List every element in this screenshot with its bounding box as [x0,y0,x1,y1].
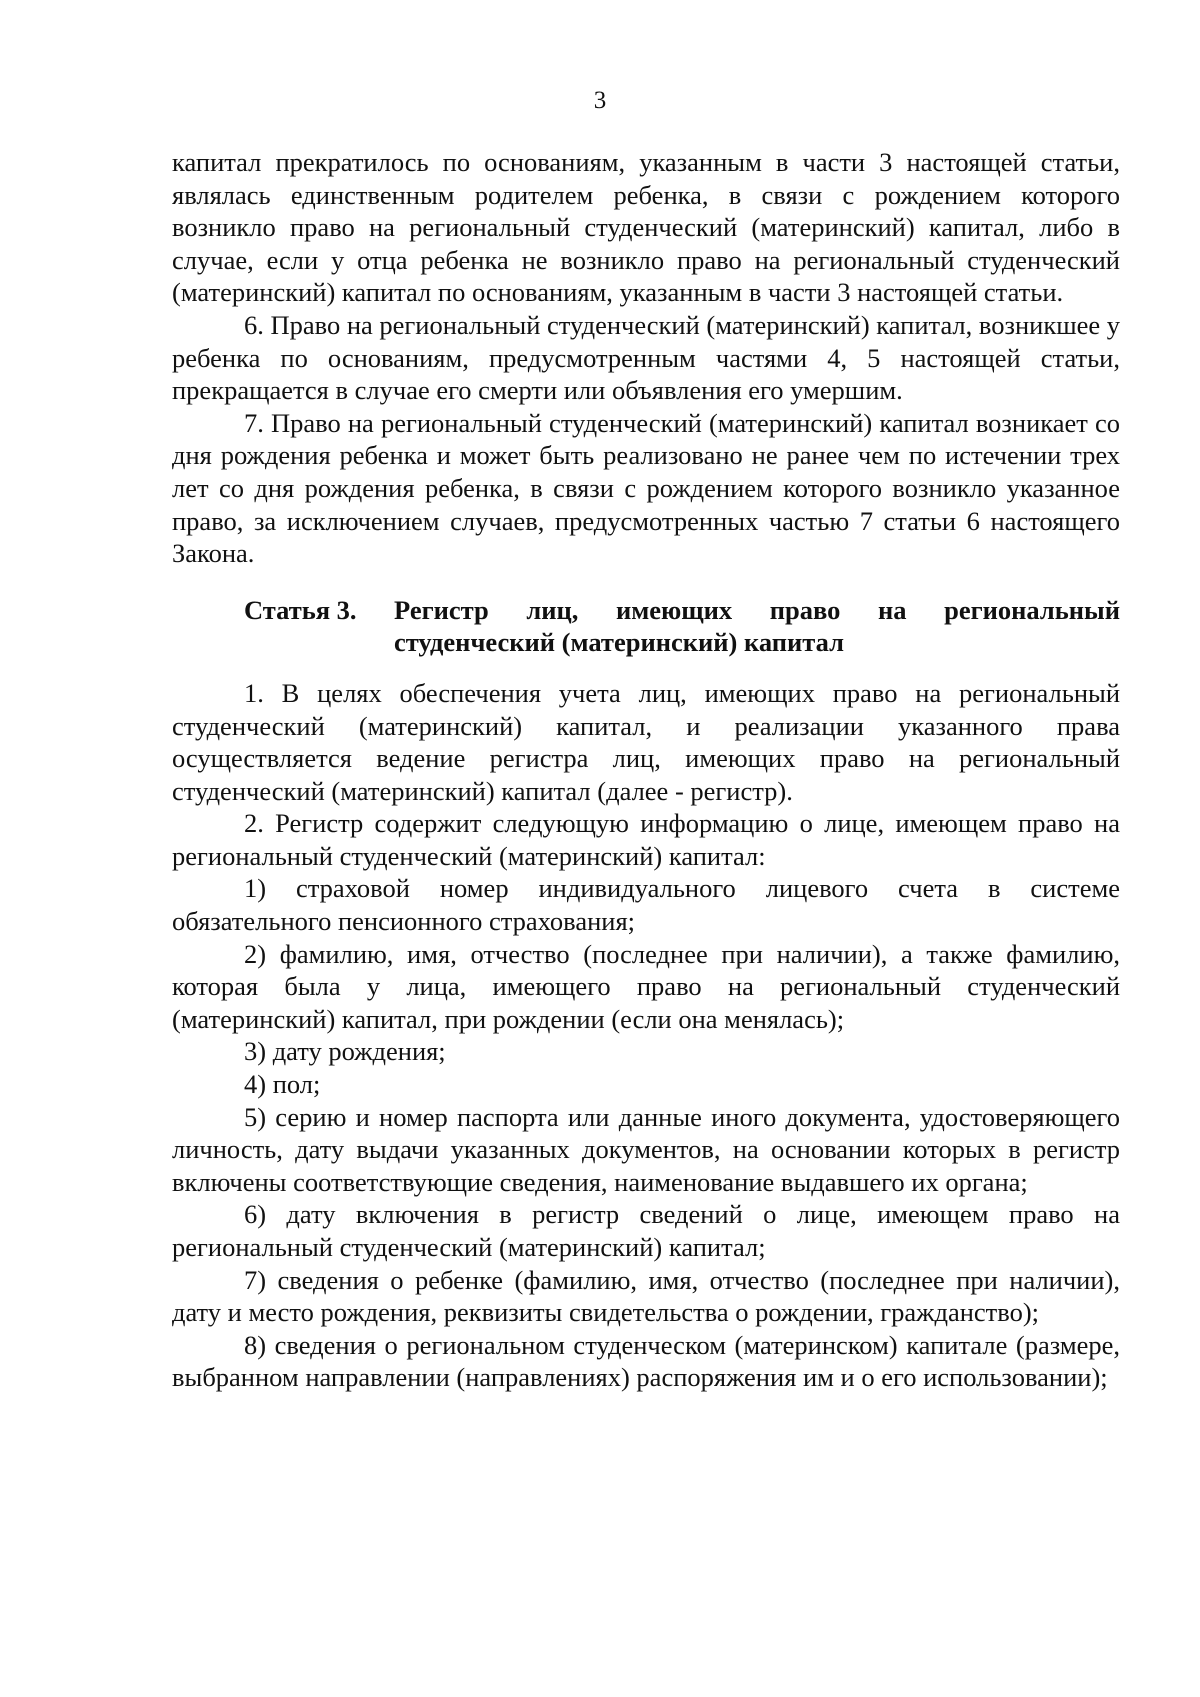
paragraph: 1. В целях обеспечения учета лиц, имеющих право на региональный студенческий (материнский) капитал, и реализации указанного права осуществляется ведение регистра лиц, имеющих право на региональный студенческий (материнский) капитал (далее - регистр). [172,677,1120,806]
article-heading [172,594,1120,659]
paragraph: 8) сведения о региональном студенческом (материнском) капитале (размере, выбранном направлении (направлениях) распоряжения им и о его использовании); [172,1329,1120,1393]
paragraph: 5) серию и номер паспорта или данные иного документа, удостоверяющего личность, дату выдачи указанных документов, на основании которых в регистр включены соответствующие сведения, наименование выдавшего их органа; [172,1101,1120,1197]
paragraph: 3) дату рождения; [244,1036,446,1067]
paragraph: 4) пол; [244,1069,321,1100]
document-body [172,146,1120,1394]
paragraph: 7. Право на региональный студенческий (материнский) капитал возникает со дня рождения ребенка и может быть реализовано не ранее чем по истечении трех лет со дня рождения ребенка, в связи с рождением которого возникло указанное право, за исключением случаев, предусмотренных частью 7 статьи 6 настоящего Закона. [172,407,1120,569]
page-number: 3 [593,87,607,114]
paragraphs-after-article [172,677,1120,1394]
paragraph: капитал прекратилось по основаниям, указанным в части 3 настоящей статьи, являлась единственным родителем ребенка, в связи с рождением которого возникло право на региональный студенческий (материнский) капитал, либо в случае, если у отца ребенка не возникло право на региональный студенческий (материнский) капитал по основаниям, указанным в части 3 настоящей статьи. [172,147,1120,308]
paragraph: 6) дату включения в регистр сведений о лице, имеющем право на региональный студенческий (материнский) капитал; [172,1199,1120,1262]
article-title: Регистр лиц, имеющих право на региональный студенческий (материнский) капитал [394,594,1120,658]
paragraph: 7) сведения о ребенке (фамилию, имя, отчество (последнее при наличии), дату и место рождения, реквизиты свидетельства о рождении, гражданство); [172,1264,1120,1328]
paragraph: 6. Право на региональный студенческий (материнский) капитал, возникшее у ребенка по основаниям, предусмотренным частями 4, 5 настоящей статьи, прекращается в случае его смерти или объявления его умершим. [172,309,1121,406]
paragraph: 1) страховой номер индивидуального лицевого счета в системе обязательного пенсионного страхования; [172,873,1120,937]
paragraph: 2. Регистр содержит следующую информацию о лице, имеющем право на региональный студенческий (материнский) капитал: [172,808,1120,871]
paragraphs-before-article [172,146,1120,570]
article-number: Статья 3. [244,594,357,625]
paragraph: 2) фамилию, имя, отчество (последнее при наличии), а также фамилию, которая была у лица, имеющего право на региональный студенческий (материнский) капитал, при рождении (если она менялась); [172,938,1120,1034]
